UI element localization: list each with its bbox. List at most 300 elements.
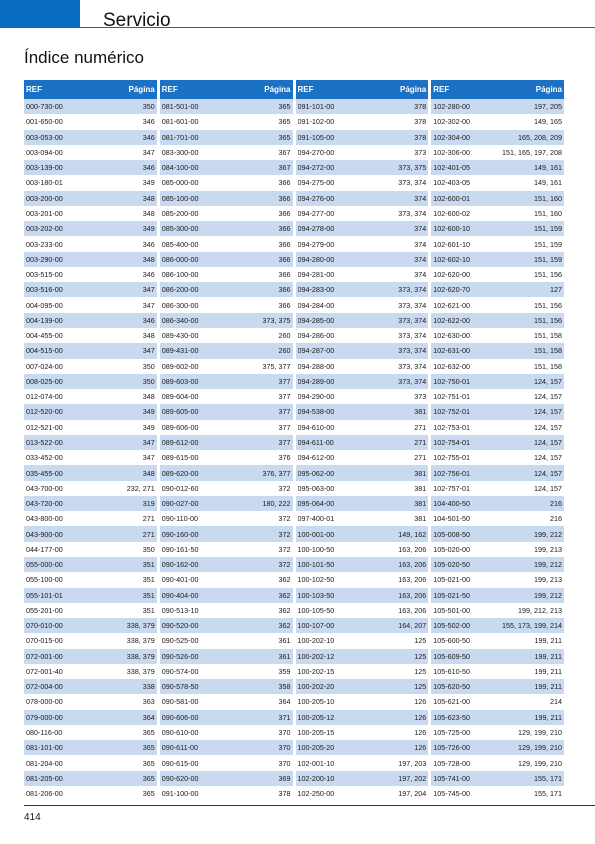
table-row [296, 328, 429, 343]
table-row [160, 252, 293, 267]
table-row [296, 542, 429, 557]
ref-cell: 094-275-00 [297, 178, 335, 188]
table-row [160, 526, 293, 541]
page-title: Índice numérico [24, 48, 145, 67]
ref-cell: 084-100-00 [161, 163, 199, 173]
page-cell: 372 [278, 529, 291, 539]
page-cell: 363 [142, 697, 155, 707]
table-row [24, 481, 157, 496]
ref-cell: 094-612-00 [297, 453, 335, 463]
table-row [160, 633, 293, 648]
table-row [160, 771, 293, 786]
table-row [296, 252, 429, 267]
page-cell: 199, 213 [534, 544, 562, 554]
ref-cell: 072-001-40 [26, 666, 63, 676]
table-row [24, 725, 157, 740]
ref-cell: 012-074-00 [26, 392, 63, 402]
table-row [431, 99, 564, 114]
table-row [24, 526, 157, 541]
ref-cell: 055-100-00 [26, 575, 63, 585]
page-cell: 199, 211 [534, 651, 562, 661]
ref-cell: 003-094-00 [26, 147, 63, 157]
table-row [296, 786, 429, 801]
ref-cell: 105-609-50 [433, 651, 471, 661]
ref-cell: 094-284-00 [297, 300, 335, 310]
page-cell: 129, 199, 210 [518, 728, 562, 738]
page-cell: 338, 379 [126, 666, 155, 676]
ref-cell: 095-064-00 [297, 499, 335, 509]
page-cell: 271 [414, 437, 427, 447]
page-cell: 163, 206 [398, 560, 427, 570]
table-row [431, 389, 564, 404]
table-row [296, 572, 429, 587]
ref-cell: 055-201-00 [26, 605, 63, 615]
table-row [24, 679, 157, 694]
table-row [296, 618, 429, 633]
ref-cell: 090-525-00 [161, 636, 199, 646]
page-cell: 149, 162 [398, 529, 427, 539]
page-cell: 127 [550, 285, 562, 295]
page-cell: 348 [142, 392, 155, 402]
page-cell: 346 [142, 163, 155, 173]
ref-cell: 094-538-00 [297, 407, 335, 417]
table-row [24, 221, 157, 236]
page-cell: 346 [142, 315, 155, 325]
ref-cell: 100-107-00 [297, 621, 335, 631]
ref-cell: 081-206-00 [26, 789, 63, 799]
ref-cell: 105-620-50 [433, 682, 471, 692]
ref-cell: 090-162-00 [161, 560, 199, 570]
table-row [296, 755, 429, 770]
ref-cell: 090-610-00 [161, 728, 199, 738]
table-row [431, 282, 564, 297]
page-cell: 232, 271 [126, 483, 155, 493]
page-cell: 125 [414, 651, 427, 661]
table-row [160, 267, 293, 282]
ref-cell: 081-101-00 [26, 743, 63, 753]
page-cell: 347 [142, 453, 155, 463]
table-row [160, 206, 293, 221]
page-cell: 338, 379 [126, 651, 155, 661]
ref-cell: 094-278-00 [297, 224, 335, 234]
table-row [431, 160, 564, 175]
table-row [24, 755, 157, 770]
page-cell: 126 [414, 743, 427, 753]
table-row [160, 618, 293, 633]
table-row [160, 649, 293, 664]
page-cell: 348 [142, 331, 155, 341]
page-cell: 197, 204 [398, 789, 427, 799]
ref-cell: 105-020-00 [433, 544, 471, 554]
ref-cell: 090-620-00 [161, 773, 199, 783]
table-row [431, 588, 564, 603]
page-cell: 348 [142, 254, 155, 264]
page-cell: 124, 157 [534, 376, 562, 386]
page-cell: 375, 377 [262, 361, 291, 371]
ref-cell: 090-160-00 [161, 529, 199, 539]
table-row [160, 130, 293, 145]
ref-cell: 043-900-00 [26, 529, 63, 539]
table-row [24, 145, 157, 160]
ref-cell: 102-601-10 [433, 239, 471, 249]
table-row [24, 404, 157, 419]
table-row [431, 679, 564, 694]
table-row [160, 588, 293, 603]
table-row [160, 420, 293, 435]
page-cell: 151, 156 [534, 315, 562, 325]
ref-cell: 043-720-00 [26, 499, 63, 509]
ref-cell: 102-752-01 [433, 407, 471, 417]
table-row [24, 572, 157, 587]
page-cell: 151, 159 [534, 254, 562, 264]
ref-cell: 100-205-10 [297, 697, 335, 707]
page-cell: 151, 160 [534, 208, 562, 218]
table-row [160, 236, 293, 251]
page-cell: 199, 211 [534, 666, 562, 676]
page-cell: 348 [142, 468, 155, 478]
page-cell: 346 [142, 132, 155, 142]
table-row [160, 755, 293, 770]
table-row [24, 389, 157, 404]
page-cell: 126 [414, 728, 427, 738]
ref-cell: 043-800-00 [26, 514, 63, 524]
page-cell: 271 [142, 514, 155, 524]
page-cell: 366 [278, 239, 291, 249]
page-cell: 359 [278, 666, 291, 676]
ref-cell: 044-177-00 [26, 544, 63, 554]
table-row [160, 542, 293, 557]
table-row [24, 496, 157, 511]
ref-cell: 089-603-00 [161, 376, 199, 386]
page-cell: 346 [142, 117, 155, 127]
table-row [296, 557, 429, 572]
ref-cell: 035-455-00 [26, 468, 63, 478]
ref-cell: 102-302-00 [433, 117, 471, 127]
table-row [160, 435, 293, 450]
page-cell: 124, 157 [534, 437, 562, 447]
section-title: Servicio [103, 10, 171, 31]
page-cell: 165, 208, 209 [518, 132, 562, 142]
table-row [160, 374, 293, 389]
ref-cell: 055-101-01 [26, 590, 63, 600]
page-cell: 369 [278, 773, 291, 783]
page-cell: 362 [278, 621, 291, 631]
table-row [24, 175, 157, 190]
page-cell: 366 [278, 300, 291, 310]
ref-cell: 102-754-01 [433, 437, 471, 447]
page-cell: 371 [278, 712, 291, 722]
page-cell: 365 [278, 132, 291, 142]
page-cell: 373, 374 [398, 315, 427, 325]
page-cell: 260 [278, 331, 291, 341]
ref-cell: 102-600-02 [433, 208, 471, 218]
table-row [296, 481, 429, 496]
page-cell: 381 [414, 468, 427, 478]
page-cell: 338 [142, 682, 155, 692]
ref-cell: 003-180-01 [26, 178, 63, 188]
table-row [431, 694, 564, 709]
page-cell: 163, 206 [398, 590, 427, 600]
table-row [296, 404, 429, 419]
page-cell: 365 [142, 758, 155, 768]
ref-cell: 105-623-50 [433, 712, 471, 722]
ref-cell: 081-205-00 [26, 773, 63, 783]
table-row [431, 755, 564, 770]
ref-cell: 033-452-00 [26, 453, 63, 463]
ref-cell: 102-630-00 [433, 331, 471, 341]
page-cell: 351 [142, 560, 155, 570]
page-number: 414 [24, 812, 41, 823]
ref-cell: 081-204-00 [26, 758, 63, 768]
table-row [431, 786, 564, 801]
ref-cell: 094-279-00 [297, 239, 335, 249]
table-row [296, 435, 429, 450]
ref-cell: 094-281-00 [297, 270, 335, 280]
page-cell: 199, 212 [534, 590, 562, 600]
table-row [24, 313, 157, 328]
table-row [431, 359, 564, 374]
table-row [431, 435, 564, 450]
page-cell: 180, 222 [262, 499, 291, 509]
ref-cell: 080-116-00 [26, 728, 63, 738]
ref-cell: 001-650-00 [26, 117, 63, 127]
page-cell: 155, 171 [534, 789, 562, 799]
page-cell: 350 [142, 544, 155, 554]
ref-cell: 102-620-00 [433, 270, 471, 280]
page-cell: 124, 157 [534, 392, 562, 402]
table-row [160, 481, 293, 496]
table-row [296, 160, 429, 175]
page-cell: 151, 165, 197, 208 [502, 147, 562, 157]
ref-cell: 100-202-12 [297, 651, 335, 661]
page-cell: 151, 159 [534, 239, 562, 249]
table-row [431, 404, 564, 419]
table-row [431, 557, 564, 572]
page-cell: 124, 157 [534, 422, 562, 432]
page-header: Página [535, 85, 562, 94]
ref-cell: 102-200-10 [297, 773, 335, 783]
table-row [431, 481, 564, 496]
header-accent-block [0, 0, 80, 28]
table-row [24, 710, 157, 725]
table-row [431, 649, 564, 664]
page-cell: 373, 374 [398, 346, 427, 356]
page-cell: 151, 158 [534, 361, 562, 371]
ref-cell: 102-621-00 [433, 300, 471, 310]
page-cell: 365 [142, 728, 155, 738]
table-row [431, 221, 564, 236]
page-cell: 350 [142, 376, 155, 386]
table-row [296, 511, 429, 526]
table-row [431, 542, 564, 557]
ref-cell: 086-340-00 [161, 315, 199, 325]
ref-cell: 055-000-00 [26, 560, 63, 570]
table-row [24, 649, 157, 664]
table-row [296, 740, 429, 755]
table-row [296, 389, 429, 404]
ref-cell: 102-306-00 [433, 147, 471, 157]
table-row [24, 99, 157, 114]
page-cell: 377 [278, 422, 291, 432]
ref-cell: 089-604-00 [161, 392, 199, 402]
ref-cell: 004-515-00 [26, 346, 63, 356]
page-cell: 373, 374 [398, 376, 427, 386]
table-row [296, 191, 429, 206]
ref-cell: 085-000-00 [161, 178, 199, 188]
ref-cell: 003-233-00 [26, 239, 63, 249]
ref-cell: 102-755-01 [433, 453, 471, 463]
page-cell: 347 [142, 346, 155, 356]
ref-cell: 004-455-00 [26, 331, 63, 341]
page-cell: 373 [414, 392, 427, 402]
index-table [24, 80, 564, 799]
page-cell: 358 [278, 682, 291, 692]
table-row [24, 114, 157, 129]
table-row [431, 771, 564, 786]
table-row [431, 450, 564, 465]
ref-cell: 100-105-50 [297, 605, 335, 615]
ref-cell: 094-270-00 [297, 147, 335, 157]
table-row [296, 588, 429, 603]
ref-cell: 012-521-00 [26, 422, 63, 432]
page-cell: 216 [550, 514, 562, 524]
ref-cell: 089-615-00 [161, 453, 199, 463]
ref-cell: 090-574-00 [161, 666, 199, 676]
page-cell: 361 [278, 636, 291, 646]
column-header [160, 80, 293, 99]
table-row [431, 236, 564, 251]
page-cell: 126 [414, 697, 427, 707]
ref-header: REF [433, 85, 450, 94]
page-cell: 362 [278, 590, 291, 600]
ref-cell: 105-502-00 [433, 621, 471, 631]
ref-cell: 090-012-60 [161, 483, 199, 493]
page-cell: 199, 212 [534, 529, 562, 539]
ref-cell: 102-403-05 [433, 178, 471, 188]
ref-cell: 102-401-05 [433, 163, 471, 173]
table-row [296, 694, 429, 709]
ref-cell: 100-100-50 [297, 544, 335, 554]
page-cell: 350 [142, 102, 155, 112]
index-column [160, 80, 293, 799]
table-row [296, 130, 429, 145]
page-cell: 346 [142, 239, 155, 249]
ref-cell: 085-300-00 [161, 224, 199, 234]
page-cell: 377 [278, 437, 291, 447]
ref-cell: 013-522-00 [26, 437, 63, 447]
page-cell: 351 [142, 590, 155, 600]
ref-cell: 089-605-00 [161, 407, 199, 417]
table-row [24, 664, 157, 679]
table-row [296, 633, 429, 648]
table-row [160, 664, 293, 679]
page-cell: 346 [142, 270, 155, 280]
ref-cell: 003-515-00 [26, 270, 63, 280]
table-row [296, 221, 429, 236]
table-row [160, 145, 293, 160]
page-cell: 124, 157 [534, 407, 562, 417]
ref-cell: 100-102-50 [297, 575, 335, 585]
page-cell: 347 [142, 285, 155, 295]
ref-cell: 090-110-00 [161, 514, 198, 524]
ref-cell: 086-000-00 [161, 254, 199, 264]
page-cell: 125 [414, 636, 427, 646]
ref-cell: 100-103-50 [297, 590, 335, 600]
ref-cell: 105-728-00 [433, 758, 471, 768]
page-cell: 372 [278, 544, 291, 554]
ref-cell: 094-285-00 [297, 315, 335, 325]
table-row [24, 557, 157, 572]
ref-cell: 102-622-00 [433, 315, 471, 325]
page-cell: 271 [142, 529, 155, 539]
page-cell: 365 [142, 743, 155, 753]
ref-cell: 086-300-00 [161, 300, 199, 310]
table-row [296, 771, 429, 786]
page-cell: 151, 156 [534, 270, 562, 280]
page-cell: 349 [142, 224, 155, 234]
page-cell: 199, 211 [534, 712, 562, 722]
ref-header: REF [297, 85, 314, 94]
ref-cell: 102-631-00 [433, 346, 471, 356]
ref-cell: 102-250-00 [297, 789, 335, 799]
page-cell: 351 [142, 605, 155, 615]
ref-cell: 090-401-00 [161, 575, 199, 585]
ref-cell: 094-277-00 [297, 208, 335, 218]
page-cell: 372 [278, 560, 291, 570]
table-row [296, 359, 429, 374]
page-cell: 151, 158 [534, 331, 562, 341]
page-cell: 366 [278, 208, 291, 218]
ref-cell: 004-139-00 [26, 315, 63, 325]
table-row [160, 191, 293, 206]
ref-cell: 094-288-00 [297, 361, 335, 371]
table-row [160, 679, 293, 694]
ref-cell: 094-286-00 [297, 331, 335, 341]
table-row [24, 450, 157, 465]
page-cell: 347 [142, 147, 155, 157]
page-cell: 381 [414, 407, 427, 417]
ref-cell: 102-632-00 [433, 361, 471, 371]
page-cell: 370 [278, 743, 291, 753]
page-cell: 151, 159 [534, 224, 562, 234]
ref-cell: 004-095-00 [26, 300, 63, 310]
ref-cell: 090-161-50 [161, 544, 199, 554]
table-row [296, 465, 429, 480]
ref-cell: 007-024-00 [26, 361, 63, 371]
ref-cell: 003-202-00 [26, 224, 63, 234]
page-cell: 374 [414, 270, 427, 280]
table-row [160, 450, 293, 465]
ref-cell: 078-000-00 [26, 697, 63, 707]
ref-cell: 105-621-00 [433, 697, 471, 707]
ref-cell: 072-004-00 [26, 682, 63, 692]
ref-cell: 102-001-10 [297, 758, 335, 768]
table-row [160, 511, 293, 526]
page-cell: 164, 207 [398, 621, 427, 631]
ref-cell: 100-205-15 [297, 728, 335, 738]
table-row [24, 267, 157, 282]
index-column [24, 80, 157, 799]
ref-cell: 105-741-00 [433, 773, 471, 783]
ref-cell: 072-001-00 [26, 651, 63, 661]
table-row [296, 343, 429, 358]
table-row [296, 313, 429, 328]
ref-cell: 094-289-00 [297, 376, 335, 386]
table-row [160, 282, 293, 297]
page-cell: 351 [142, 575, 155, 585]
table-row [24, 206, 157, 221]
page-cell: 381 [414, 499, 427, 509]
